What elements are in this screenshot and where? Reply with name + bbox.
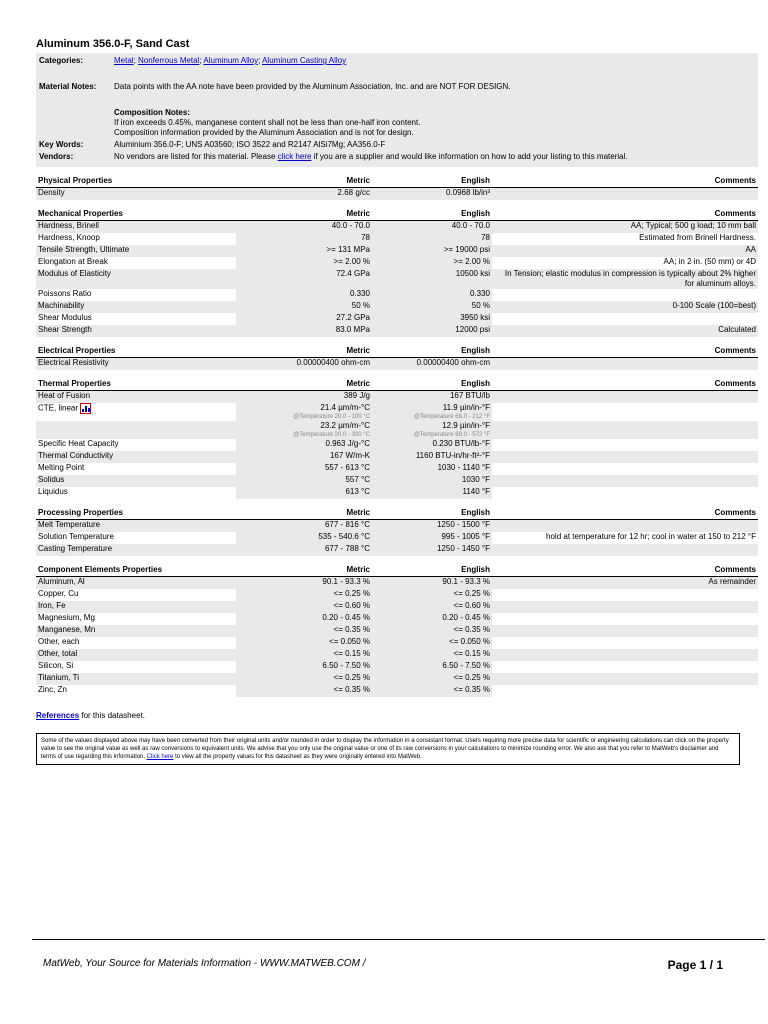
metric-value[interactable]: 6.50 - 7.50 % bbox=[236, 661, 372, 673]
chart-icon[interactable] bbox=[80, 403, 91, 414]
english-header: English bbox=[372, 174, 492, 188]
metric-value[interactable]: 72.4 GPa bbox=[236, 269, 372, 289]
metric-value[interactable]: 535 - 540.6 °C bbox=[236, 532, 372, 544]
metric-value[interactable]: <= 0.25 % bbox=[236, 589, 372, 601]
property-row bbox=[36, 325, 758, 337]
property-row bbox=[36, 661, 758, 673]
property-row bbox=[36, 463, 758, 475]
property-comment bbox=[492, 625, 758, 637]
comments-header: Comments bbox=[492, 377, 758, 391]
english-value[interactable]: 3950 ksi bbox=[372, 313, 492, 325]
metric-value[interactable]: 83.0 MPa bbox=[236, 325, 372, 337]
category-link-nonferrous[interactable]: Nonferrous Metal bbox=[138, 56, 200, 65]
property-name[interactable]: Shear Modulus bbox=[38, 313, 92, 322]
property-tables bbox=[36, 174, 758, 697]
property-row bbox=[36, 487, 758, 499]
property-row bbox=[36, 269, 758, 289]
property-row bbox=[36, 637, 758, 649]
property-row bbox=[36, 233, 758, 245]
composition-notes-row bbox=[36, 107, 758, 139]
english-value[interactable]: <= 0.15 % bbox=[372, 649, 492, 661]
property-comment bbox=[492, 649, 758, 661]
section-title: Electrical Properties bbox=[36, 344, 236, 358]
property-row bbox=[36, 391, 758, 404]
metric-value[interactable]: 613 °C bbox=[236, 487, 372, 499]
english-value[interactable]: 0.330 bbox=[372, 289, 492, 301]
property-row bbox=[36, 625, 758, 637]
property-row bbox=[36, 188, 758, 201]
property-row bbox=[36, 245, 758, 257]
property-row bbox=[36, 520, 758, 533]
property-name[interactable]: Solution Temperature bbox=[38, 532, 114, 541]
english-value[interactable]: 40.0 - 70.0 bbox=[372, 221, 492, 234]
property-row bbox=[36, 439, 758, 451]
property-comment bbox=[492, 188, 758, 201]
property-name[interactable]: Other, total bbox=[36, 649, 236, 661]
property-row bbox=[36, 451, 758, 463]
property-name[interactable]: Melt Temperature bbox=[36, 520, 236, 533]
english-value[interactable]: 0.0968 lb/in³ bbox=[372, 188, 492, 201]
property-comment: AA; in 2 in. (50 mm) or 4D bbox=[663, 257, 756, 266]
english-header: English bbox=[372, 207, 492, 221]
comments-header: Comments bbox=[492, 563, 758, 577]
metric-header: Metric bbox=[236, 174, 372, 188]
english-value[interactable]: 78 bbox=[372, 233, 492, 245]
property-name[interactable]: Shear Strength bbox=[36, 325, 236, 337]
property-name[interactable]: Hardness, Brinell bbox=[36, 221, 236, 234]
property-row bbox=[36, 613, 758, 625]
property-table bbox=[36, 344, 758, 370]
property-table bbox=[36, 563, 758, 697]
property-comment: AA bbox=[492, 245, 758, 257]
english-value[interactable]: <= 0.25 % bbox=[372, 589, 492, 601]
property-name[interactable]: Heat of Fusion bbox=[36, 391, 236, 404]
metric-value[interactable]: 50 % bbox=[236, 301, 372, 313]
categories-label: Categories: bbox=[39, 56, 84, 65]
english-value[interactable]: 1030 - 1140 °F bbox=[372, 463, 492, 475]
property-row bbox=[36, 313, 758, 325]
property-name[interactable]: Casting Temperature bbox=[36, 544, 236, 556]
vendors-click-here-link[interactable]: click here bbox=[277, 152, 312, 161]
property-comment bbox=[492, 475, 758, 487]
property-row bbox=[36, 301, 758, 313]
material-notes-row bbox=[36, 81, 758, 93]
property-table bbox=[36, 174, 758, 200]
property-name[interactable]: Copper, Cu bbox=[38, 589, 79, 598]
vendors-row bbox=[36, 151, 758, 163]
english-header: English bbox=[372, 344, 492, 358]
section-title: Component Elements Properties bbox=[36, 563, 236, 577]
property-comment bbox=[492, 673, 758, 685]
property-row bbox=[36, 685, 758, 697]
property-row bbox=[36, 601, 758, 613]
property-comment bbox=[492, 544, 758, 556]
metric-value[interactable]: <= 0.35 % bbox=[236, 685, 372, 697]
property-comment bbox=[492, 463, 758, 475]
english-value[interactable]: <= 0.25 % bbox=[372, 673, 492, 685]
property-comment bbox=[492, 589, 758, 601]
property-name[interactable]: Magnesium, Mg bbox=[38, 613, 95, 622]
english-header: English bbox=[372, 506, 492, 520]
metric-value[interactable]: <= 0.15 % bbox=[236, 649, 372, 661]
english-header: English bbox=[372, 563, 492, 577]
english-value[interactable]: 0.00000400 ohm-cm bbox=[372, 358, 492, 371]
property-row bbox=[36, 649, 758, 661]
section-title: Processing Properties bbox=[36, 506, 236, 520]
metric-header: Metric bbox=[236, 207, 372, 221]
property-name[interactable]: Tensile Strength, Ultimate bbox=[36, 245, 236, 257]
comments-header: Comments bbox=[492, 174, 758, 188]
property-comment bbox=[492, 637, 758, 649]
property-table bbox=[36, 506, 758, 556]
comments-header: Comments bbox=[492, 344, 758, 358]
property-comment: As remainder bbox=[492, 577, 758, 590]
metric-value[interactable]: <= 0.60 % bbox=[236, 601, 372, 613]
property-row bbox=[36, 289, 758, 301]
property-row bbox=[36, 577, 758, 590]
english-value[interactable]: 50 % bbox=[372, 301, 492, 313]
metric-condition: @Temperature 20.0 - 100 °C bbox=[293, 414, 370, 420]
metric-value[interactable]: 40.0 - 70.0 bbox=[236, 221, 372, 234]
english-value[interactable]: <= 0.35 % bbox=[372, 685, 492, 697]
property-comment bbox=[492, 391, 758, 404]
english-condition: @Temperature 68.0 - 212 °F bbox=[413, 414, 490, 420]
metric-value[interactable]: 389 J/g bbox=[236, 391, 372, 404]
metric-value[interactable]: 0.00000400 ohm-cm bbox=[236, 358, 372, 371]
property-name[interactable]: Density bbox=[36, 188, 236, 201]
metric-value[interactable]: 677 - 816 °C bbox=[236, 520, 372, 533]
property-comment bbox=[492, 601, 758, 613]
property-name[interactable]: Aluminum, Al bbox=[36, 577, 236, 590]
property-row bbox=[36, 257, 758, 269]
vendors-text: No vendors are listed for this material. Please click here if you are a supplier and would like information on how to add your listing to this material. bbox=[114, 152, 628, 161]
property-name[interactable]: Electrical Resistivity bbox=[36, 358, 236, 371]
metric-value[interactable]: 167 W/m-K bbox=[236, 451, 372, 463]
keywords: Aluminium 356.0-F; UNS A03560; ISO 3522 and R2147 AlSi7Mg; AA356.0-F bbox=[114, 140, 386, 149]
datasheet bbox=[36, 38, 758, 765]
page-title: Aluminum 356.0-F, Sand Cast bbox=[36, 38, 190, 50]
property-row bbox=[36, 403, 758, 421]
english-value[interactable]: 0.230 BTU/lb-°F bbox=[372, 439, 492, 451]
metric-condition: @Temperature 20.0 - 300 °C bbox=[293, 432, 370, 438]
english-value[interactable]: 167 BTU/lb bbox=[372, 391, 492, 404]
property-comment bbox=[492, 403, 758, 421]
property-name[interactable]: Solidus bbox=[36, 475, 236, 487]
english-condition: @Temperature 68.0 - 572 °F bbox=[413, 432, 490, 438]
metric-value[interactable]: 0.330 bbox=[236, 289, 372, 301]
vendors-label: Vendors: bbox=[39, 152, 74, 161]
category-link-metal[interactable]: Metal bbox=[114, 56, 134, 65]
category-link-aluminum-casting-alloy[interactable]: Aluminum Casting Alloy bbox=[262, 56, 347, 65]
property-name[interactable]: Titanium, Ti bbox=[36, 673, 236, 685]
property-comment bbox=[492, 358, 758, 371]
english-value[interactable]: 12.9 µin/in-°F @Temperature 68.0 - 572 °F bbox=[372, 421, 492, 439]
property-table bbox=[36, 377, 758, 499]
keywords-row bbox=[36, 139, 758, 151]
metric-value[interactable]: 90.1 - 93.3 % bbox=[236, 577, 372, 590]
property-comment bbox=[492, 451, 758, 463]
metric-value[interactable]: >= 2.00 % bbox=[236, 257, 372, 269]
metric-value[interactable]: <= 0.35 % bbox=[236, 625, 372, 637]
property-comment bbox=[492, 487, 758, 499]
footer-divider bbox=[32, 939, 765, 940]
property-comment bbox=[492, 439, 758, 451]
property-comment: In Tension; elastic modulus in compression is typically about 2% higher for aluminum alloys. bbox=[492, 269, 758, 289]
property-row bbox=[36, 589, 758, 601]
disclaimer-click-here-link[interactable]: Click here bbox=[146, 754, 174, 760]
property-comment bbox=[492, 289, 758, 301]
property-name[interactable]: Manganese, Mn bbox=[36, 625, 236, 637]
metric-header: Metric bbox=[236, 377, 372, 391]
property-name[interactable]: Specific Heat Capacity bbox=[38, 439, 119, 448]
property-name[interactable]: Machinability bbox=[36, 301, 236, 313]
property-comment: hold at temperature for 12 hr; cool in water at 150 to 212 °F bbox=[546, 532, 756, 541]
property-comment bbox=[492, 421, 758, 439]
property-comment bbox=[492, 613, 758, 625]
info-panel bbox=[36, 53, 758, 167]
section-title: Physical Properties bbox=[36, 174, 236, 188]
composition-notes-title: Composition Notes: bbox=[114, 108, 190, 117]
metric-header: Metric bbox=[236, 563, 372, 577]
section-title: Mechanical Properties bbox=[36, 207, 236, 221]
metric-value[interactable]: 2.68 g/cc bbox=[236, 188, 372, 201]
property-comment: Calculated bbox=[492, 325, 758, 337]
metric-value[interactable]: <= 0.050 % bbox=[236, 637, 372, 649]
footer-page-number: Page 1 / 1 bbox=[667, 958, 723, 972]
english-value[interactable]: <= 0.60 % bbox=[372, 601, 492, 613]
metric-value[interactable]: 0.963 J/g-°C bbox=[236, 439, 372, 451]
category-link-aluminum-alloy[interactable]: Aluminum Alloy bbox=[203, 56, 259, 65]
references-line: References for this datasheet. bbox=[36, 711, 145, 720]
english-value[interactable]: 90.1 - 93.3 % bbox=[372, 577, 492, 590]
metric-value[interactable]: >= 131 MPa bbox=[236, 245, 372, 257]
metric-value[interactable]: 0.20 - 0.45 % bbox=[236, 613, 372, 625]
metric-value[interactable]: 27.2 GPa bbox=[236, 313, 372, 325]
property-name[interactable]: Other, each bbox=[38, 637, 80, 646]
property-name[interactable]: Hardness, Knoop bbox=[38, 233, 100, 242]
metric-header: Metric bbox=[236, 506, 372, 520]
property-row bbox=[36, 221, 758, 234]
english-value[interactable]: 1250 - 1500 °F bbox=[372, 520, 492, 533]
footer-source: MatWeb, Your Source for Materials Information - WWW.MATWEB.COM / bbox=[43, 958, 366, 969]
property-row bbox=[36, 544, 758, 556]
english-value[interactable]: 1030 °F bbox=[372, 475, 492, 487]
metric-value[interactable]: 21.4 µm/m-°C @Temperature 20.0 - 100 °C bbox=[236, 403, 372, 421]
property-name[interactable]: Melting Point bbox=[38, 463, 85, 472]
property-name[interactable]: Iron, Fe bbox=[36, 601, 236, 613]
english-value[interactable]: >= 2.00 % bbox=[372, 257, 492, 269]
english-value[interactable]: 0.20 - 0.45 % bbox=[372, 613, 492, 625]
english-value[interactable]: 1250 - 1450 °F bbox=[372, 544, 492, 556]
comments-header: Comments bbox=[492, 207, 758, 221]
property-name[interactable]: CTE, linear bbox=[36, 403, 236, 421]
property-name[interactable]: Liquidus bbox=[38, 487, 68, 496]
property-row bbox=[36, 673, 758, 685]
keywords-label: Key Words: bbox=[39, 140, 84, 149]
english-value[interactable]: <= 0.050 % bbox=[372, 637, 492, 649]
property-comment bbox=[492, 520, 758, 533]
disclaimer-box: Some of the values displayed above may have been converted from their original units and/or rounded in order to display the information in a consistant format. Users requiring more precise data for scientific or engineering calculations can click on the property value to see the original value as well as raw conversions to equivalent units. We advise that you only use the original value or one of its raw conversions in your calculations to minimize rounding error. We also ask that you refer to MatWeb's disclaimer and terms of use regarding this information. Click here to view all the property values for this datasheet as they were originally entered into MatWeb. bbox=[36, 733, 740, 765]
metric-value[interactable]: 557 °C bbox=[236, 475, 372, 487]
property-comment: AA; Typical; 500 g load; 10 mm ball bbox=[492, 221, 758, 234]
composition-notes-line-2: Composition information provided by the Aluminum Association and is not for design. bbox=[114, 128, 414, 137]
section-title: Thermal Properties bbox=[36, 377, 236, 391]
property-name[interactable]: Poissons Ratio bbox=[38, 289, 92, 298]
comments-header: Comments bbox=[492, 506, 758, 520]
material-notes: Data points with the AA note have been provided by the Aluminum Association, Inc. and are NOT FOR DESIGN. bbox=[114, 82, 511, 91]
property-row bbox=[36, 532, 758, 544]
english-value[interactable]: 10500 ksi bbox=[372, 269, 492, 289]
metric-header: Metric bbox=[236, 344, 372, 358]
english-value[interactable]: 1140 °F bbox=[372, 487, 492, 499]
property-comment: 0-100 Scale (100=best) bbox=[492, 301, 758, 313]
metric-value[interactable]: 677 - 788 °C bbox=[236, 544, 372, 556]
english-value[interactable]: 6.50 - 7.50 % bbox=[372, 661, 492, 673]
property-name[interactable]: Modulus of Elasticity bbox=[36, 269, 236, 289]
english-value[interactable]: <= 0.35 % bbox=[372, 625, 492, 637]
property-row bbox=[36, 358, 758, 371]
english-value[interactable]: 12000 psi bbox=[372, 325, 492, 337]
english-value[interactable]: >= 19000 psi bbox=[372, 245, 492, 257]
property-row bbox=[36, 421, 758, 439]
english-header: English bbox=[372, 377, 492, 391]
property-name[interactable]: Silicon, Si bbox=[38, 661, 74, 670]
metric-value[interactable]: 557 - 613 °C bbox=[236, 463, 372, 475]
english-value[interactable]: 995 - 1005 °F bbox=[372, 532, 492, 544]
metric-value[interactable]: <= 0.25 % bbox=[236, 673, 372, 685]
property-name[interactable]: Zinc, Zn bbox=[38, 685, 67, 694]
references-link[interactable]: References bbox=[36, 711, 80, 720]
property-comment: Estimated from Brinell Hardness. bbox=[639, 233, 756, 242]
material-notes-label: Material Notes: bbox=[39, 82, 97, 91]
composition-notes-line-1: If iron exceeds 0.45%, manganese content shall not be less than one-half iron content. bbox=[114, 118, 421, 127]
property-name[interactable] bbox=[36, 421, 236, 439]
property-name[interactable]: Thermal Conductivity bbox=[36, 451, 236, 463]
categories-row bbox=[36, 55, 758, 67]
english-value[interactable]: 1160 BTU-in/hr-ft²-°F bbox=[372, 451, 492, 463]
property-name[interactable]: Elongation at Break bbox=[38, 257, 108, 266]
property-row bbox=[36, 475, 758, 487]
property-comment bbox=[492, 313, 758, 325]
property-comment bbox=[492, 685, 758, 697]
metric-value[interactable]: 23.2 µm/m-°C @Temperature 20.0 - 300 °C bbox=[236, 421, 372, 439]
property-comment bbox=[492, 661, 758, 673]
english-value[interactable]: 11.9 µin/in-°F @Temperature 68.0 - 212 °F bbox=[372, 403, 492, 421]
metric-value[interactable]: 78 bbox=[236, 233, 372, 245]
property-table bbox=[36, 207, 758, 337]
categories-list: Metal; Nonferrous Metal; Aluminum Alloy; Aluminum Casting Alloy bbox=[114, 56, 347, 65]
